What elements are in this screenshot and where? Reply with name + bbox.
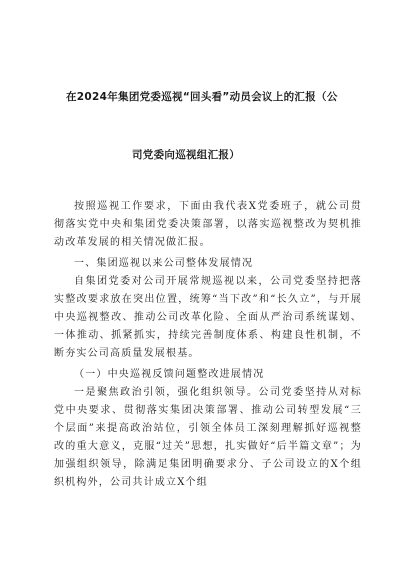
subsection-1-paragraph: 一是聚焦政治引领，强化组织领导。公司党委坚持从对标党中央要求、贯彻落实集团决策部署、推动公司转型发展“三个层面”来提高政治站位，引领全体员工深刻理解抓好巡视整改的重大意义，克服“过关”思想，扎实做好“后半篇文章”；为加强组织领导，除满足集团明确要求分、子公司设立的X个组织机构外，公司共计成立X个组 [54, 387, 362, 488]
intro-paragraph: 按照巡视工作要求，下面由我代表X党委班子，就公司贯彻落实党中央和集团党委决策部署，以落实巡视整改为契机推动改革发展的相关情况做汇报。 [54, 201, 362, 248]
document-title [54, 0, 362, 184]
subsection-heading-1: （一）中央巡视反馈问题整改进展情况 [74, 369, 265, 380]
title-line-2: 司党委向巡视组汇报） [132, 149, 240, 161]
section-heading-1: 一、集团巡视以来公司整体发展情况 [74, 258, 254, 269]
title-line-1: 在2024年集团党委巡视“回头看”动员会议上的汇报（公 [66, 91, 338, 103]
section-1-paragraph: 自集团党委对公司开展常规巡视以来，公司党委坚持把落实整改要求放在突出位置，统筹“当下改”和“长久立”，与开展中央巡视整改、推动公司改革化险、全面从严治司系统谋划、一体推动、抓紧抓实，持续完善制度体系、构建良性机制，不断夯实公司高质量发展根基。 [54, 276, 362, 359]
document-body [54, 198, 362, 492]
